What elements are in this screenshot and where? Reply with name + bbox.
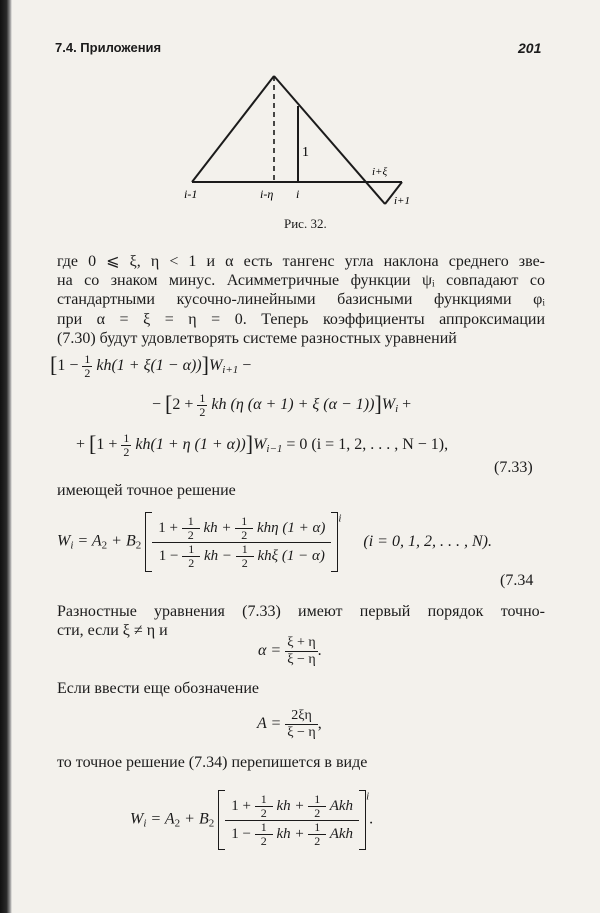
text-line: сти, если ξ ≠ η и: [57, 622, 168, 640]
label-i-minus-eta: i-η: [260, 187, 274, 201]
running-header: 7.4. Приложения: [55, 40, 162, 55]
right-edge: [274, 76, 388, 204]
fraction-half: $\frac{1}{2}$: [123, 430, 130, 459]
left-edge: [192, 76, 274, 182]
figure-32: [180, 70, 420, 210]
fraction-half: $\frac{1}{2}$: [84, 351, 91, 380]
eq-734: $W_i = A_2 + B_2$ 1 + $\frac{1}{2}$ kh + $\frac{1}{2}$ khη (1 + α) 1 − $\frac{1}{2}$ kh − $\frac{1}{2}$ khξ (1 − α) $^i$ (i = 0, 1, 2, . . . , N).: [57, 512, 492, 572]
figure-caption: Рис. 32.: [284, 216, 327, 231]
text-line: на со знаком минус. Асимметричные функции ψᵢ совпадают со: [57, 272, 545, 290]
fraction-half: $\frac{1}{2}$: [199, 390, 206, 419]
paragraph-4: Если ввести еще обозначение: [57, 680, 259, 697]
eq-alpha: α = $\frac{\xi + \eta}{\xi - \eta}$ .: [258, 635, 322, 667]
eq-A: A = $\frac{2\xi\eta}{\xi - \eta}$ ,: [257, 708, 322, 740]
label-one: 1: [302, 145, 309, 160]
label-i-minus-1: i-1: [184, 187, 198, 201]
label-i-plus-xi: i+ξ: [372, 166, 388, 178]
eq-733-line-3: + [1 + $\frac{1}{2}$ kh(1 + η $(1 + \alpha))]W_{i-1} = 0$ (i = 1, 2, . . . , N − 1),: [76, 430, 449, 459]
book-spine-shadow: [0, 0, 12, 913]
text-line: при α = ξ = η = 0. Теперь коэффициенты аппроксимации: [57, 310, 545, 328]
eq-final: $W_i = A_2 + B_2$ 1 + $\frac{1}{2}$ kh + $\frac{1}{2}$ Akh 1 − $\frac{1}{2}$ kh + $\frac{1}{2}$ Akh $^i$.: [130, 790, 373, 850]
equation-number-733: (7.33): [494, 459, 533, 476]
eq-733-line-1: [1 − $\frac{1}{2}$ $kh(1 + \xi(1 - \alpha))]W_{i+1}$ −: [50, 351, 252, 380]
big-fraction: 1 + $\frac{1}{2}$ kh + $\frac{1}{2}$ Akh 1 − $\frac{1}{2}$ kh + $\frac{1}{2}$ Akh: [225, 793, 359, 848]
text-line: стандартными кусочно-линейными базисными функциями φᵢ: [57, 291, 545, 309]
equation-number-734: (7.34: [500, 572, 534, 589]
text-line: Разностные уравнения (7.33) имеют первый порядок точно-: [57, 603, 545, 620]
paragraph-1: [57, 252, 545, 348]
text-line: (7.30) будут удовлетворять системе разностных уравнений: [57, 329, 457, 347]
eq-733-line-2: − [2 + $\frac{1}{2}$ kh (η (α + 1) + ξ $(\alpha - 1))]W_i$ +: [152, 390, 412, 419]
paragraph-5: то точное решение (7.34) перепишется в виде: [57, 754, 368, 771]
text-line: где 0 ⩽ ξ, η < 1 и α есть тангенс угла наклона среднего зве-: [57, 253, 545, 270]
label-i: i: [296, 187, 300, 201]
triangle-diagram: [180, 70, 420, 210]
paragraph-2: имеющей точное решение: [57, 482, 236, 499]
label-i-plus-1: i+1: [394, 195, 410, 207]
page-number: 201: [518, 40, 542, 56]
big-fraction: 1 + $\frac{1}{2}$ kh + $\frac{1}{2}$ khη (1 + α) 1 − $\frac{1}{2}$ kh − $\frac{1}{2}$ khξ (1 − α): [152, 515, 331, 570]
